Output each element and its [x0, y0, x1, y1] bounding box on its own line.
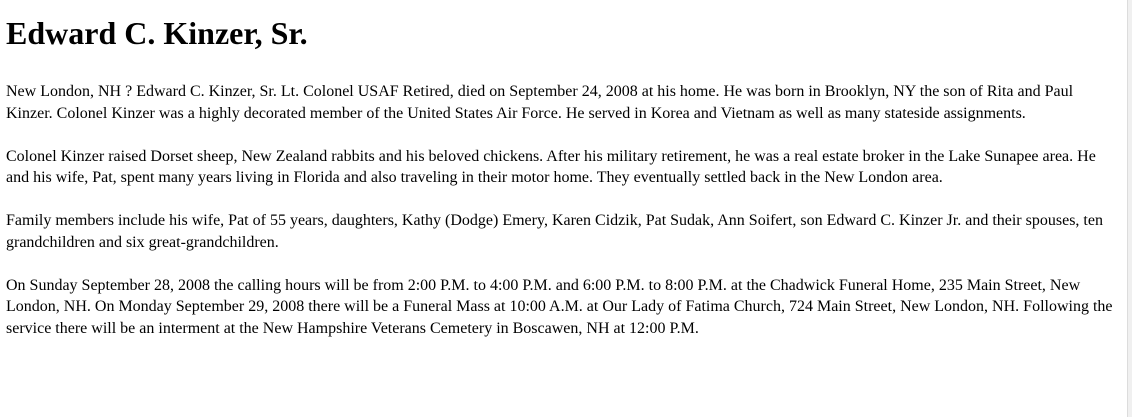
- paragraph-services: On Sunday September 28, 2008 the calling hours will be from 2:00 P.M. to 4:00 P.M. and 6:00 P.M. to 8:00 P.M. at the Chadwick Funeral Home, 235 Main Street, New London, NH. On Monday September 29, 2008 there will be a Funeral Mass at 10:00 A.M. at Our Lady of Fatima Church, 724 Main Street, New London, NH. Following the service there will be an interment at the New Hampshire Veterans Cemetery in Boscawen, NH at 12:00 P.M.: [6, 276, 1113, 337]
- page-title: Edward C. Kinzer, Sr.: [6, 15, 308, 51]
- paragraph-life: Colonel Kinzer raised Dorset sheep, New Zealand rabbits and his beloved chickens. After his military retirement, he was a real estate broker in the Lake Sunapee area. He and his wife, Pat, spent many years living in Florida and also traveling in their motor home. They eventually settled back in the New London area.: [6, 147, 1096, 186]
- paragraph-intro: New London, NH ? Edward C. Kinzer, Sr. Lt. Colonel USAF Retired, died on September 24, 2008 at his home. He was born in Brooklyn, NY the son of Rita and Paul Kinzer. Colonel Kinzer was a highly decorated member of the United States Air Force. He served in Korea and Vietnam as well as many stateside assignments.: [6, 83, 1074, 122]
- vertical-scrollbar[interactable]: [1127, 0, 1132, 417]
- paragraph-family: Family members include his wife, Pat of 55 years, daughters, Kathy (Dodge) Emery, Karen Cidzik, Pat Sudak, Ann Soifert, son Edward C. Kinzer Jr. and their spouses, ten grandchildren and six great-grandchildren.: [6, 212, 1103, 251]
- obituary-article: [6, 0, 1120, 339]
